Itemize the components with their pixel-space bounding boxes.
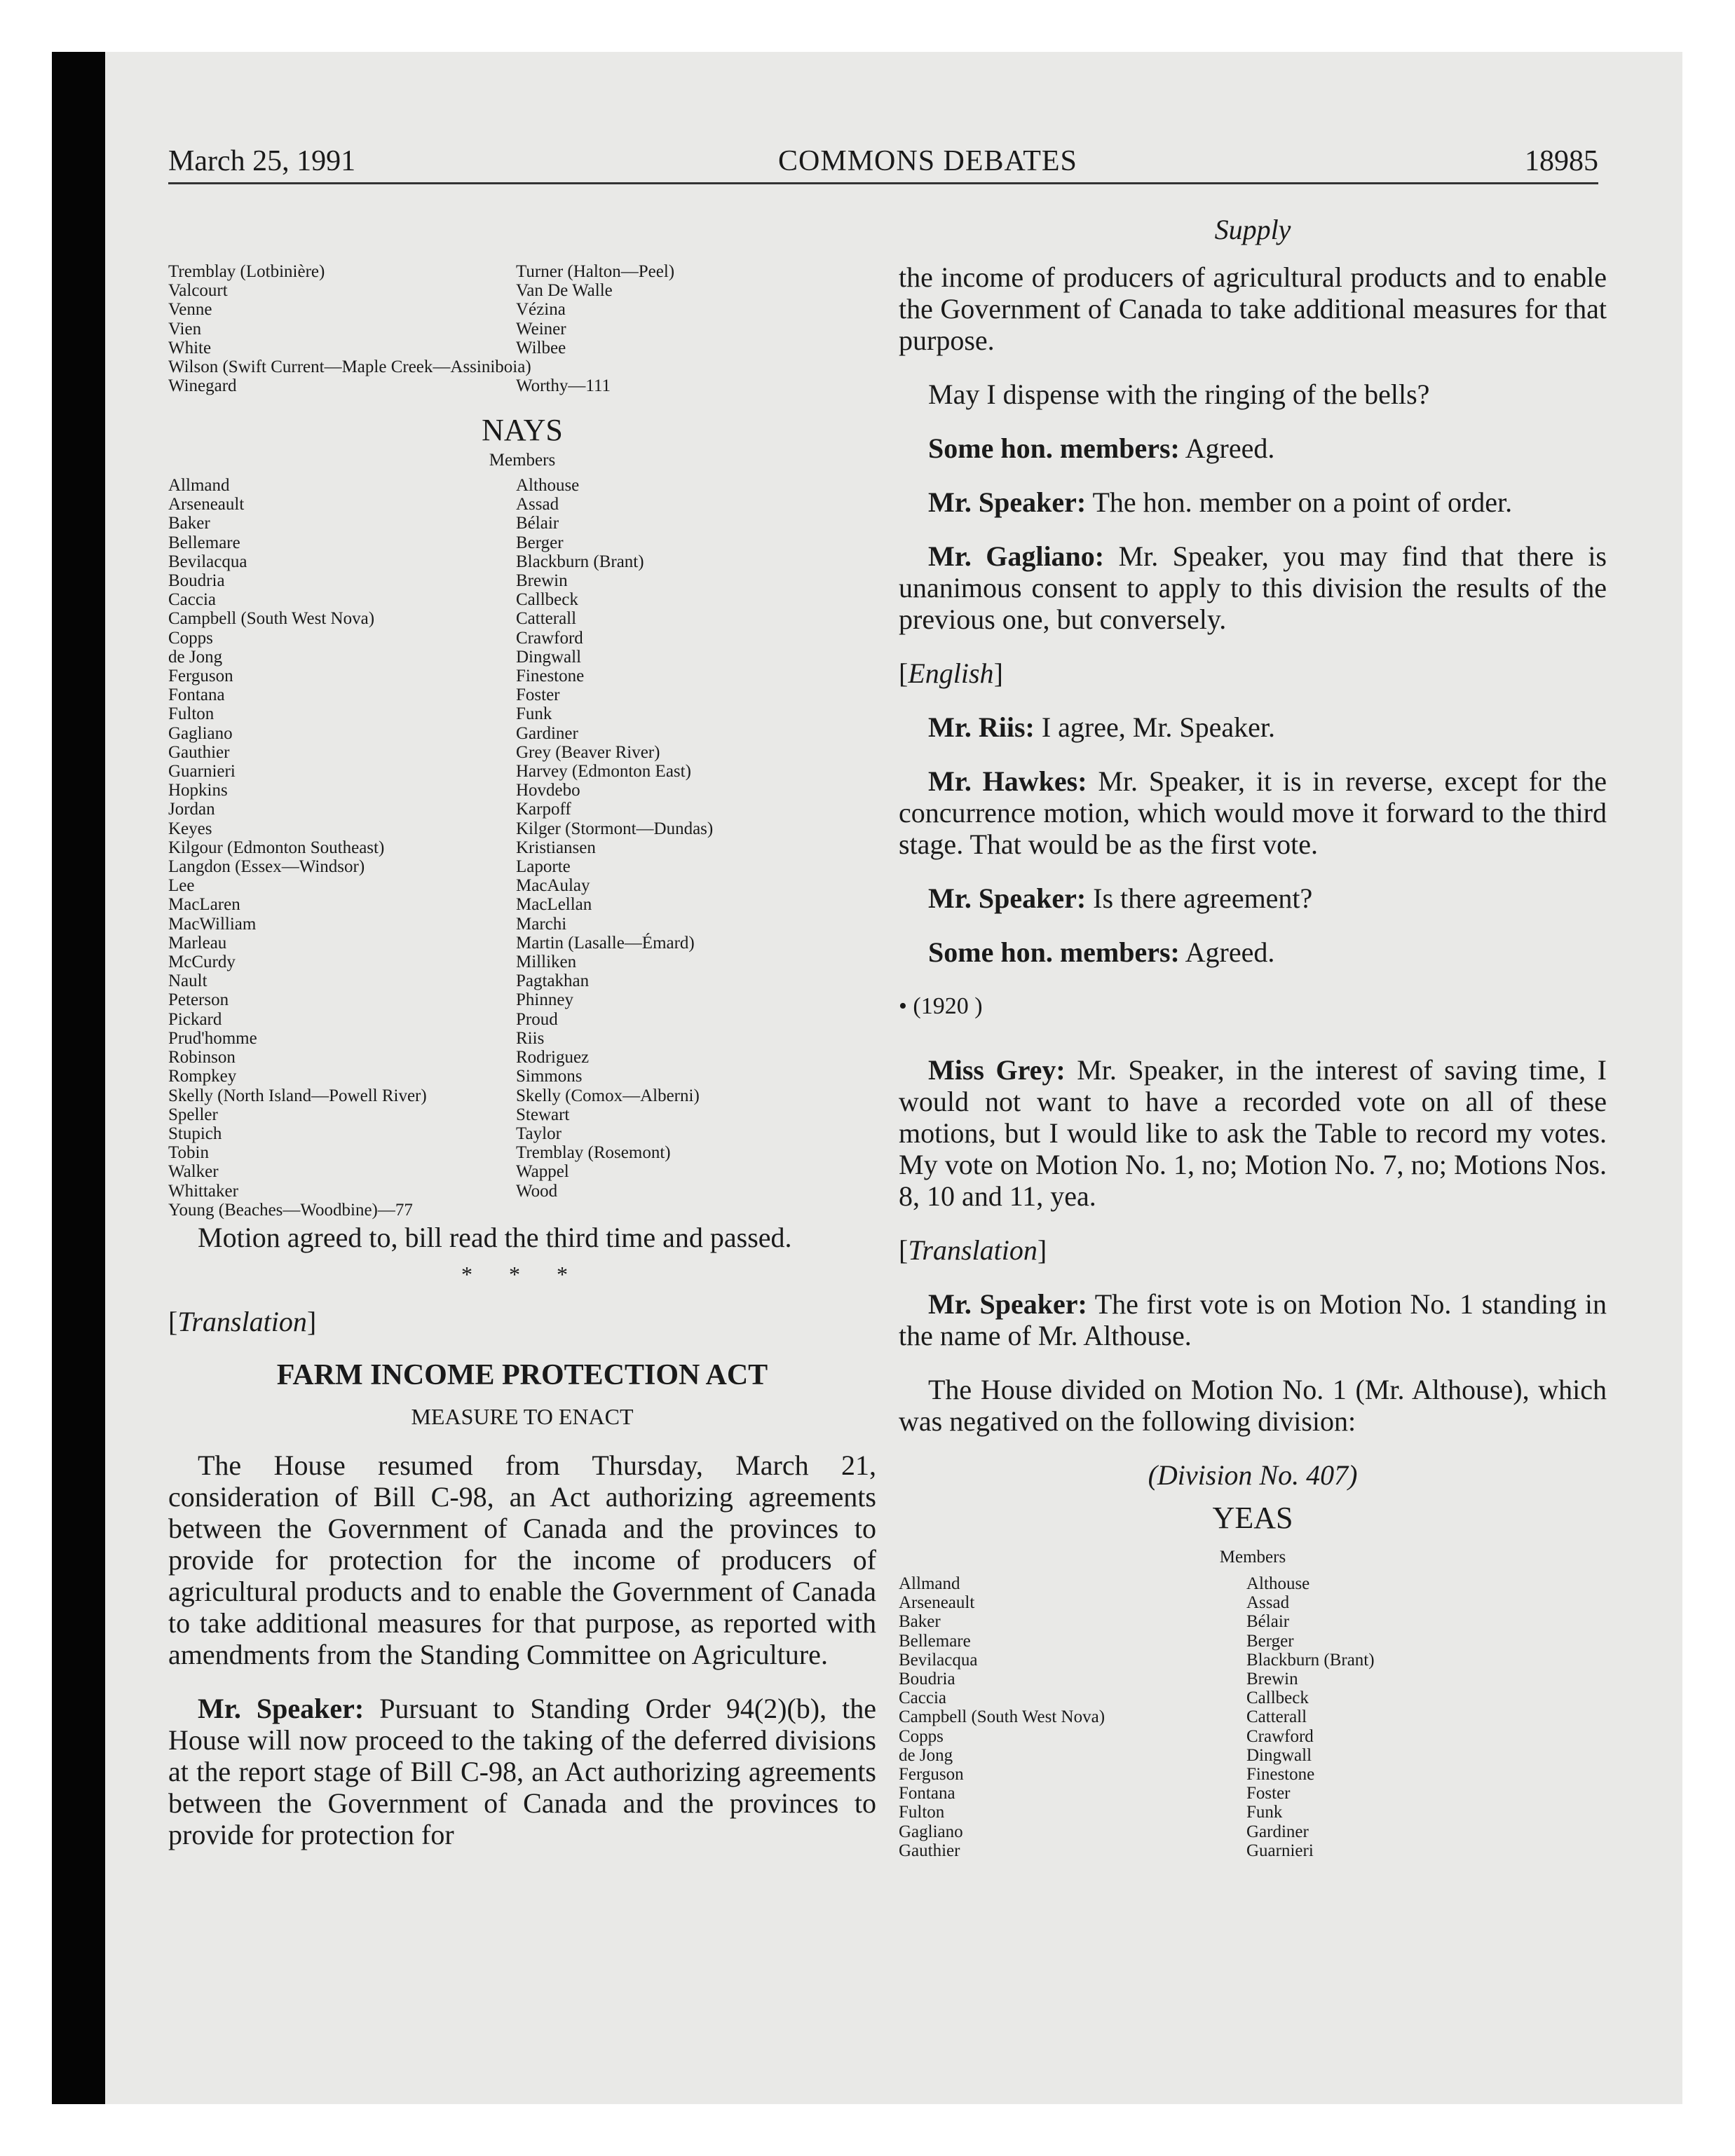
list-item: Ferguson xyxy=(168,667,233,686)
right-column xyxy=(899,213,1607,1869)
list-item: Allmand xyxy=(899,1574,960,1593)
list-item: Tremblay (Rosemont) xyxy=(516,1143,671,1163)
list-item: Callbeck xyxy=(516,590,578,610)
header-title: COMMONS DEBATES xyxy=(778,145,1077,177)
list-item: Caccia xyxy=(899,1688,947,1708)
header-page-number: 18985 xyxy=(1525,145,1598,177)
list-item: Brewin xyxy=(1246,1670,1298,1689)
list-item: Proud xyxy=(516,1009,558,1029)
agreement-question: Mr. Speaker: Is there agreement? xyxy=(928,882,1313,914)
list-item: Pagtakhan xyxy=(516,971,590,991)
yeas-heading: YEAS xyxy=(1212,1501,1293,1535)
list-item: Skelly (North Island—Powell River) xyxy=(168,1086,427,1105)
list-item: Kristiansen xyxy=(516,838,596,857)
nays-col2 xyxy=(516,476,866,1201)
left-body xyxy=(168,1222,876,1850)
list-item: Dingwall xyxy=(516,647,582,667)
list-item: Venne xyxy=(168,300,212,320)
list-item: Berger xyxy=(1246,1631,1294,1651)
list-item: White xyxy=(168,338,212,357)
list-item: Wilson (Swift Current—Maple Creek—Assiniboia) xyxy=(168,357,531,377)
list-item: Wilbee xyxy=(516,338,566,357)
list-item: Langdon (Essex—Windsor) xyxy=(168,857,365,877)
list-item: MacLellan xyxy=(516,895,592,915)
list-item: Bélair xyxy=(1246,1612,1290,1632)
list-item: Althouse xyxy=(1246,1574,1310,1593)
list-item: Taylor xyxy=(516,1124,562,1143)
list-item: Young (Beaches—Woodbine)—77 xyxy=(168,1200,413,1220)
translation-note: [Translation] xyxy=(168,1306,317,1337)
first-vote-statement: Mr. Speaker: The first vote is on Motion No. 1 standing in the name of Mr. Althouse. xyxy=(899,1288,1607,1351)
list-item: Vien xyxy=(168,319,202,339)
list-item: Bevilacqua xyxy=(168,552,247,571)
grey-statement: Miss Grey: Mr. Speaker, in the interest of saving time, I would not want to have a recorded vote on all of these motions, but I would like to ask the Table to record my votes. My vote on Motion No. 1, no; Motion No. 7, no; Motions Nos. 8, 10 and 11, yea. xyxy=(899,1054,1607,1212)
list-item: Gardiner xyxy=(516,723,578,743)
list-item: Fulton xyxy=(899,1803,945,1822)
riis-statement: Mr. Riis: I agree, Mr. Speaker. xyxy=(928,711,1276,743)
list-item: Baker xyxy=(168,514,210,533)
list-item: Campbell (South West Nova) xyxy=(168,609,375,629)
list-item: Boudria xyxy=(168,571,225,591)
list-item: Finestone xyxy=(1246,1765,1315,1785)
act-subtitle: MEASURE TO ENACT xyxy=(411,1404,634,1429)
nays-col1 xyxy=(168,476,512,1220)
list-item: Bélair xyxy=(516,514,559,533)
gagliano-statement: Mr. Gagliano: Mr. Speaker, you may find that there is unanimous consent to apply to this division the results of the previous one, but conversely. xyxy=(899,540,1607,635)
supply-label: Supply xyxy=(1214,214,1291,245)
list-item: Crawford xyxy=(516,628,583,648)
list-item: Tremblay (Lotbinière) xyxy=(168,262,325,281)
list-item: Hovdebo xyxy=(516,781,580,800)
speaker-paragraph: Mr. Speaker: Pursuant to Standing Order 94(2)(b), the House will now proceed to the taking of the deferred divisions at the report stage of Bill C-98, an Act authorizing agreements between the Government of Canada and the provinces to provide for protection for xyxy=(168,1693,877,1850)
list-item: Vézina xyxy=(516,300,566,320)
list-item: Whittaker xyxy=(168,1181,238,1201)
right-body xyxy=(899,261,1607,1534)
list-item: Van De Walle xyxy=(516,281,613,301)
list-item: Copps xyxy=(168,628,213,648)
list-item: Foster xyxy=(1246,1784,1291,1803)
list-item: Marleau xyxy=(168,933,227,953)
resumed-paragraph: The House resumed from Thursday, March 21, consideration of Bill C-98, an Act authorizing agreements between the Government of Canada and the provinces to provide for protection for the income of producers of agricultural products and to enable the Government of Canada to take additional measures for that purpose, as reported with amendments from the Standing Committee on Agriculture. xyxy=(168,1449,876,1670)
list-item: Peterson xyxy=(168,990,229,1010)
list-item: Fulton xyxy=(168,704,215,724)
list-item: Rompkey xyxy=(168,1067,237,1086)
nays-heading: NAYS xyxy=(482,413,563,447)
translation-note: [Translation] xyxy=(899,1234,1047,1266)
list-item: Pickard xyxy=(168,1009,222,1029)
divided-paragraph: The House divided on Motion No. 1 (Mr. Althouse), which was negatived on the following division: xyxy=(899,1374,1607,1437)
list-item: Brewin xyxy=(516,571,568,591)
list-item: Laporte xyxy=(516,857,571,877)
list-item: Fontana xyxy=(168,685,225,705)
list-item: Arseneault xyxy=(168,495,245,514)
list-item: MacAulay xyxy=(516,876,590,896)
list-item: Baker xyxy=(899,1612,941,1632)
list-item: Gauthier xyxy=(899,1841,960,1860)
yeas-list xyxy=(899,1574,1607,1869)
list-item: Valcourt xyxy=(168,281,228,301)
header-date: March 25, 1991 xyxy=(168,145,356,177)
list-item: Assad xyxy=(516,495,559,514)
binding-edge xyxy=(52,52,105,2104)
list-item: Campbell (South West Nova) xyxy=(899,1707,1105,1727)
list-item: Martin (Lasalle—Émard) xyxy=(516,933,695,953)
left-column xyxy=(168,262,876,1873)
list-item: Bevilacqua xyxy=(899,1650,978,1670)
list-item: MacWilliam xyxy=(168,914,257,934)
list-item: Gauthier xyxy=(168,742,230,762)
list-item: Grey (Beaver River) xyxy=(516,742,660,762)
section-separator: * * * xyxy=(461,1262,583,1287)
list-item: Callbeck xyxy=(1246,1688,1309,1708)
list-item: Blackburn (Brant) xyxy=(1246,1650,1375,1670)
list-item: Gagliano xyxy=(899,1822,963,1841)
english-note: [English] xyxy=(899,657,1003,689)
list-item: Althouse xyxy=(516,476,580,495)
list-item: Assad xyxy=(1246,1593,1290,1613)
list-item: Rodriguez xyxy=(516,1048,590,1067)
list-item: Milliken xyxy=(516,953,577,972)
list-item: Marchi xyxy=(516,914,567,934)
list-item: Turner (Halton—Peel) xyxy=(516,262,675,281)
list-item: Foster xyxy=(516,685,560,705)
list-item: Guarnieri xyxy=(168,762,236,782)
list-item: Winegard xyxy=(168,376,237,396)
list-item: Guarnieri xyxy=(1246,1841,1314,1860)
list-item: Stupich xyxy=(168,1124,222,1143)
list-item: Stewart xyxy=(516,1105,570,1124)
bells-question: May I dispense with the ringing of the bells? xyxy=(928,378,1430,410)
list-item: MacLaren xyxy=(168,895,240,915)
yeas-tail-list xyxy=(168,262,876,453)
list-item: Phinney xyxy=(516,990,573,1010)
list-item: Nault xyxy=(168,971,207,991)
list-item: Prud'homme xyxy=(168,1028,257,1048)
list-item: Catterall xyxy=(1246,1707,1307,1727)
list-item: Harvey (Edmonton East) xyxy=(516,762,691,782)
list-item: Allmand xyxy=(168,476,230,495)
page-header xyxy=(168,140,1598,184)
list-item: Keyes xyxy=(168,819,212,838)
list-item: Simmons xyxy=(516,1067,583,1086)
list-item: McCurdy xyxy=(168,953,236,972)
list-item: Weiner xyxy=(516,319,566,339)
list-item: Wappel xyxy=(516,1162,569,1182)
list-item: Arseneault xyxy=(899,1593,975,1613)
point-of-order: Mr. Speaker: The hon. member on a point of order. xyxy=(928,486,1513,518)
yeas-tail-col2 xyxy=(516,262,866,395)
list-item: Tobin xyxy=(168,1143,209,1163)
scanned-page xyxy=(52,52,1682,2104)
list-item: Wood xyxy=(516,1181,558,1201)
list-item: Berger xyxy=(516,533,564,552)
list-item: Catterall xyxy=(516,609,577,629)
list-item: Finestone xyxy=(516,667,585,686)
list-item: Karpoff xyxy=(516,800,571,819)
list-item: Bellemare xyxy=(168,533,240,552)
list-item: Worthy—111 xyxy=(516,376,611,396)
list-item: Jordan xyxy=(168,800,215,819)
members-label: Members xyxy=(489,451,556,470)
agreed-1: Some hon. members: Agreed. xyxy=(928,432,1275,464)
list-item: Kilger (Stormont—Dundas) xyxy=(516,819,714,838)
list-item: Gardiner xyxy=(1246,1822,1309,1841)
list-item: de Jong xyxy=(899,1745,953,1765)
list-item: Copps xyxy=(899,1726,944,1746)
list-item: Speller xyxy=(168,1105,218,1124)
yeas-tail-col1 xyxy=(168,262,531,396)
list-item: Caccia xyxy=(168,590,217,610)
act-title: FARM INCOME PROTECTION ACT xyxy=(276,1359,768,1391)
time-marker: • (1920 ) xyxy=(899,993,983,1019)
list-item: Fontana xyxy=(899,1784,955,1803)
list-item: Kilgour (Edmonton Southeast) xyxy=(168,838,385,857)
motion-agreed-text: Motion agreed to, bill read the third time and passed. xyxy=(198,1222,792,1253)
list-item: Dingwall xyxy=(1246,1745,1312,1765)
nays-list xyxy=(168,476,876,1222)
list-item: de Jong xyxy=(168,647,223,667)
list-item: Robinson xyxy=(168,1048,236,1067)
list-item: Ferguson xyxy=(899,1765,964,1785)
members-label: Members xyxy=(1219,1548,1286,1567)
list-item: Funk xyxy=(1246,1803,1283,1822)
list-item: Boudria xyxy=(899,1670,955,1689)
division-number: (Division No. 407) xyxy=(1148,1459,1358,1491)
list-item: Riis xyxy=(516,1028,545,1048)
continued-paragraph: the income of producers of agricultural products and to enable the Government of Canada to take additional measures for that purpose. xyxy=(899,261,1607,356)
list-item: Walker xyxy=(168,1162,219,1182)
list-item: Blackburn (Brant) xyxy=(516,552,644,571)
hawkes-statement: Mr. Hawkes: Mr. Speaker, it is in reverse, except for the concurrence motion, which would move it forward to the third stage. That would be as the first vote. xyxy=(899,765,1607,860)
yeas-col2 xyxy=(1246,1574,1597,1860)
list-item: Gagliano xyxy=(168,723,233,743)
list-item: Lee xyxy=(168,876,195,896)
list-item: Hopkins xyxy=(168,781,228,800)
list-item: Crawford xyxy=(1246,1726,1314,1746)
agreed-2: Some hon. members: Agreed. xyxy=(928,936,1275,968)
list-item: Bellemare xyxy=(899,1631,971,1651)
list-item: Skelly (Comox—Alberni) xyxy=(516,1086,700,1105)
list-item: Funk xyxy=(516,704,552,724)
yeas-col1 xyxy=(899,1574,1242,1860)
